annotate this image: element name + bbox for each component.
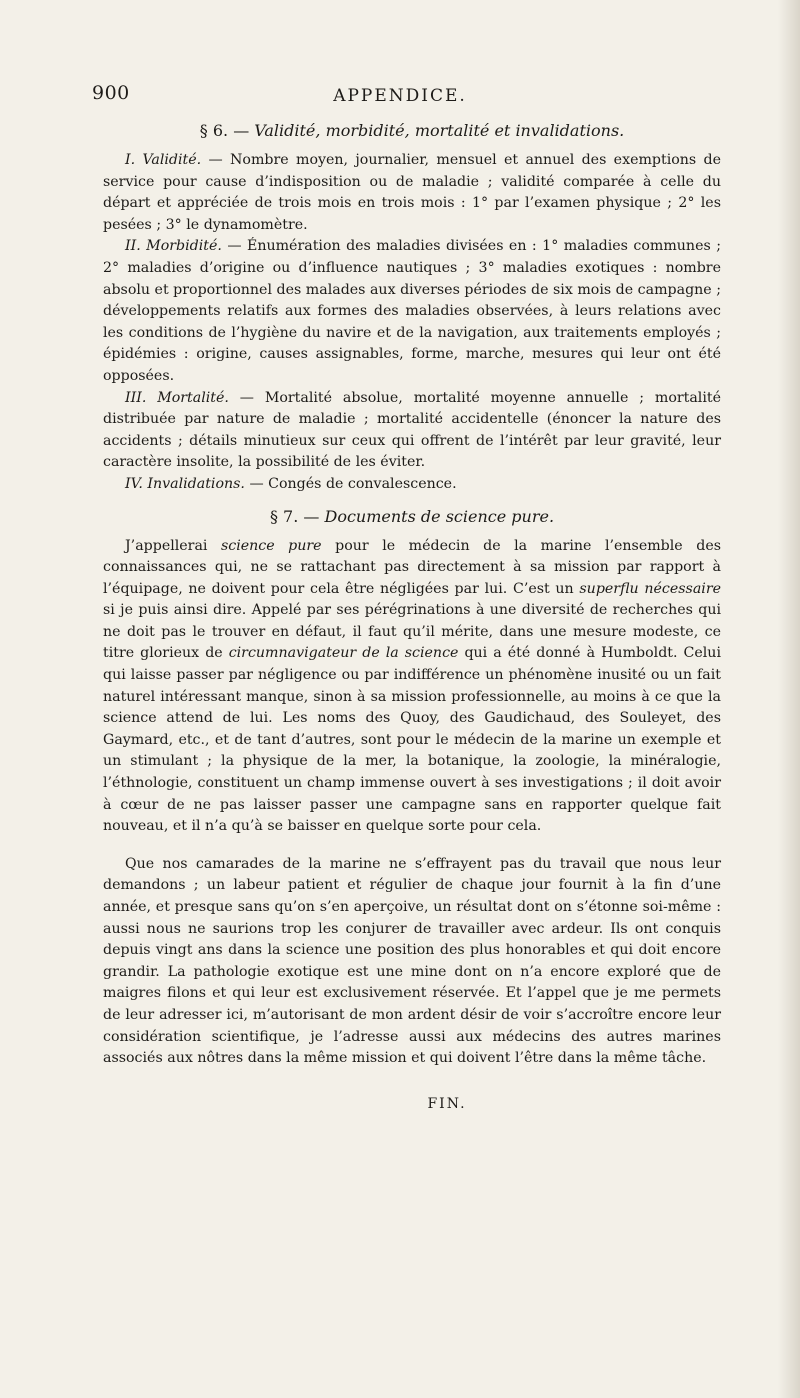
- item-label: IV. Invalidations.: [125, 475, 245, 492]
- italic-term: science pure: [221, 537, 322, 554]
- section-7-number: § 7. —: [269, 506, 320, 526]
- item-label: I. Validité.: [125, 152, 202, 168]
- item-text: — Énumération des maladies divisées en : 1° maladies communes ; 2° maladies d’origine ou d’influence nautiques ; 3° maladies exotiques : nombre absolu et proportionnel des malades aux diverses périodes de six mois de campagne ; développements relatifs aux formes des maladies observées, à leurs relations avec les conditions de l’hygiène du navire et de la navigation, aux traitements employés ; épidémies : origine, causes assignables, forme, marche, mesures qui leur ont été opposées.: [103, 238, 721, 384]
- item-label: II. Morbidité.: [125, 238, 222, 255]
- item-mortalite: [103, 388, 721, 474]
- text-run: si je puis ainsi dire. Appelé par ses pérégrinations à une diversité de recherches qui ne doit pas le trouver en défaut, il faut qu’il mérite, dans une mesure modeste, ce titre glorieux de: [103, 602, 721, 662]
- item-morbidite: [103, 236, 721, 387]
- text-run: qui a été donné à Humboldt. Celui qui laisse passer par négligence ou par indifférence un phénomène inusité ou un fait naturel intéressant manque, sinon à sa mission professionnelle, au moins à ce que la science attend de lui. Les noms des Quoy, des Gaudichaud, des Souleyet, des Gaymard, etc., et de tant d’autres, sont pour le médecin de la marine un exemple et un stimulant ; la physique de la mer, la botanique, la zoologie, la minéralogie, l’éthnologie, constituent un champ immense ouvert à ses investigations ; il doit avoir à cœur de ne pas laisser passer une campagne sans en rapporter quelque fait nouveau, et il n’a qu’à se baisser en quelque sorte pour cela.: [103, 645, 721, 835]
- page-body: [103, 120, 721, 1112]
- section-7-title: Documents de science pure.: [324, 506, 555, 526]
- page-header: [0, 82, 800, 112]
- running-head: APPENDICE.: [333, 86, 467, 106]
- page-number: 900: [92, 82, 130, 104]
- item-text: — Nombre moyen, journalier, mensuel et annuel des exemptions de service pour cause d’indisposition ou de maladie ; validité comparée à celle du départ et appréciée de trois mois en trois mois : 1° par l’examen physique ; 2° les pesées ; 3° le dynamomètre.: [103, 152, 722, 233]
- text-run: J’appellerai: [125, 537, 221, 554]
- item-label: III. Mortalité.: [125, 389, 229, 406]
- section-7-heading: [103, 506, 721, 528]
- item-text: — Mortalité absolue, mortalité moyenne annuelle ; mortalité distribuée par nature de maladie ; mortalité accidentelle (énoncer la nature des accidents ; détails minutieux sur ceux qui offrent de l’intérêt par leur gravité, leur caractère insolite, la possibilité de les éviter.: [103, 389, 721, 471]
- page-edge-shadow: [778, 0, 800, 1398]
- paragraph-camarades: Que nos camarades de la marine ne s’effrayent pas du travail que nous leur demandons ; un labeur patient et régulier de chaque jour fournit à la fin d’une année, et presque sans qu’on s’en aperçoive, un résultat dont on s’étonne soi-même : aussi nous ne saurions trop les conjurer de travailler avec ardeur. Ils ont conquis depuis vingt ans dans la science une position des plus honorables et qui doit encore grandir. La pathologie exotique est une mine dont on n’a encore exploré que de maigres filons et qui leur est exclusivement réservée. Et l’appel que je me permets de leur adresser ici, m’autorisant de mon ardent désir de voir s’accroître encore leur considération scientifique, je l’adresse aussi aux médecins des autres marines associés aux nôtres dans la même mission et qui doivent l’être dans la même tâche.: [103, 855, 721, 1067]
- italic-term: circumnavigateur de la science: [228, 645, 459, 662]
- section-6-title: Validité, morbidité, mortalité et invalidations.: [254, 121, 625, 140]
- item-invalidations: [103, 474, 721, 496]
- item-validite: [103, 150, 721, 236]
- fin-label: FIN.: [427, 1095, 467, 1112]
- text-run: pour le médecin de la marine l’ensemble des connaissances qui, ne se rattachant pas directement à sa mission par rapport à l’équipage, ne doivent pour cela être négligées par lui. C’est un: [103, 537, 721, 597]
- section-6-heading: [103, 120, 721, 142]
- item-text: — Congés de convalescence.: [244, 475, 457, 492]
- italic-term: superflu nécessaire: [579, 580, 721, 597]
- section-6-number: § 6. —: [199, 121, 250, 140]
- paragraph-science-pure: [103, 536, 721, 838]
